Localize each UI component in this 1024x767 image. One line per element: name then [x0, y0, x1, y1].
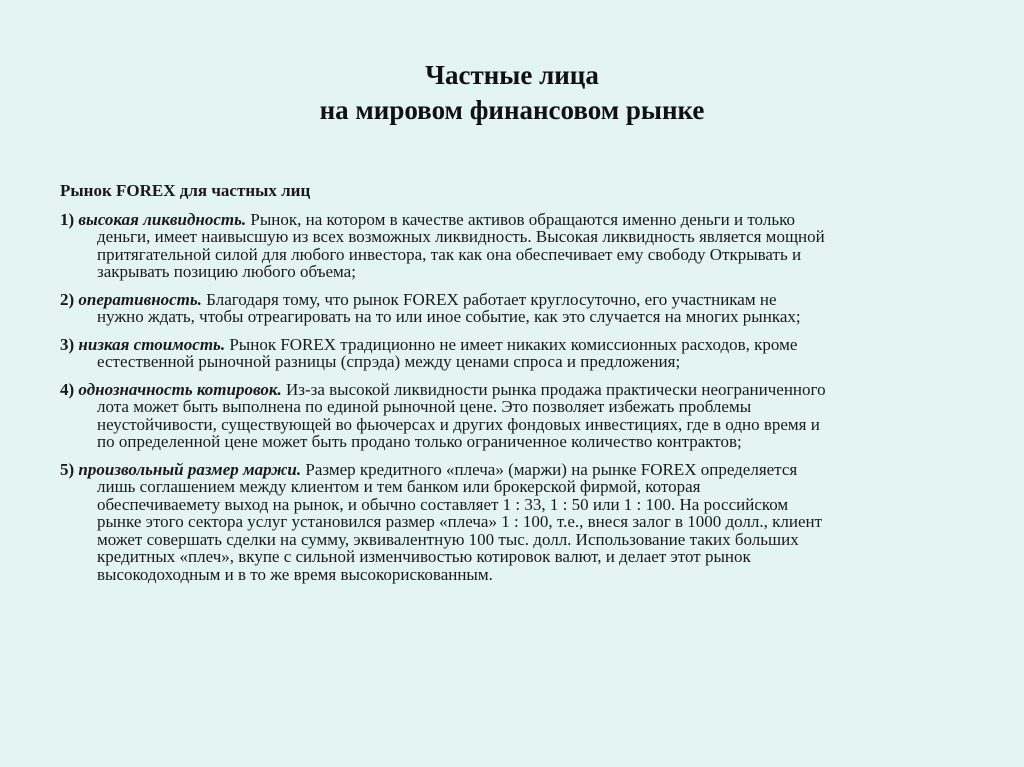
- list-item-line: неустойчивости, существующей во фьючерсах и других фондовых инвестициях, где в одно время и: [97, 414, 820, 434]
- list-item: [60, 291, 960, 326]
- list-item-text: Размер кредитного «плеча» (маржи) на рынке FOREX определяется: [301, 459, 798, 479]
- list-item: [60, 211, 960, 281]
- list-item-line: [60, 461, 960, 479]
- list-item-number: 2): [60, 289, 79, 309]
- slide-title: [0, 58, 1024, 128]
- list-item-line: лота может быть выполнена по единой рыночной цене. Это позволяет избежать проблемы: [97, 397, 752, 416]
- list-item-line: естественной рыночной разницы (спрэда) между ценами спроса и предложения;: [97, 352, 681, 371]
- list-item-line: [60, 336, 960, 354]
- list-item-text: Из-за высокой ликвидности рынка продажа практически неограниченного: [281, 379, 826, 399]
- section-heading: Рынок FOREX для частных лиц: [60, 181, 311, 200]
- list-item-text: Рынок FOREX традиционно не имеет никаких комиссионных расходов, кроме: [225, 334, 798, 354]
- list-item: [60, 381, 960, 451]
- list-item-line: [60, 291, 960, 309]
- list-item: [60, 336, 960, 371]
- slide-body: [60, 182, 960, 593]
- list-item-line: лишь соглашением между клиентом и тем банком или брокерской фирмой, которая: [97, 477, 701, 496]
- list-item-text: Благодаря тому, что рынок FOREX работает круглосуточно, его участникам не: [201, 289, 777, 309]
- list-item-line: может совершать сделки на сумму, эквивалентную 100 тыс. долл. Использование таких больших: [97, 529, 799, 549]
- feature-list: [60, 211, 960, 584]
- list-item: [60, 461, 960, 584]
- title-line-1: Частные лица: [425, 60, 599, 90]
- list-item-line: рынке этого сектора услуг установился размер «плеча» 1 : 100, т.е., внеся залог в 1000 долл., клиент: [97, 512, 823, 531]
- list-item-term: однозначность котировок.: [78, 379, 282, 399]
- list-item-line: [60, 381, 960, 399]
- list-item-line: притягательной силой для любого инвестора, так как она обеспечивает ему свободу Открывать и: [97, 244, 802, 264]
- list-item-term: низкая стоимость.: [78, 334, 226, 354]
- list-item-line: закрывать позицию любого объема;: [97, 262, 356, 281]
- list-item-term: оперативность.: [78, 289, 202, 309]
- list-item-number: 3): [60, 334, 79, 354]
- list-item-term: высокая ликвидность.: [78, 209, 247, 229]
- list-item-number: 4): [60, 379, 79, 399]
- list-item-line: деньги, имеет наивысшую из всех возможных ликвидность. Высокая ликвидность является мощной: [97, 227, 825, 246]
- list-item-line: обеспечиваемету выход на рынок, и обычно составляет 1 : 33, 1 : 50 или 1 : 100. На российском: [97, 494, 789, 514]
- title-line-2: на мировом финансовом рынке: [319, 95, 705, 125]
- list-item-line: кредитных «плеч», вкупе с сильной изменчивостью котировок валют, и делает этот рынок: [97, 547, 751, 566]
- list-item-number: 1): [60, 209, 79, 229]
- list-item-text: Рынок, на котором в качестве активов обращаются именно деньги и только: [246, 209, 795, 229]
- list-item-line: нужно ждать, чтобы отреагировать на то или иное событие, как это случается на многих рынках;: [97, 307, 801, 326]
- list-item-line: по определенной цене может быть продано только ограниченное количество контрактов;: [97, 432, 742, 451]
- list-item-line: [60, 211, 960, 229]
- list-item-term: произвольный размер маржи.: [78, 459, 302, 479]
- list-item-line: высокодоходным и в то же время высокорискованным.: [97, 564, 493, 584]
- list-item-number: 5): [60, 459, 79, 479]
